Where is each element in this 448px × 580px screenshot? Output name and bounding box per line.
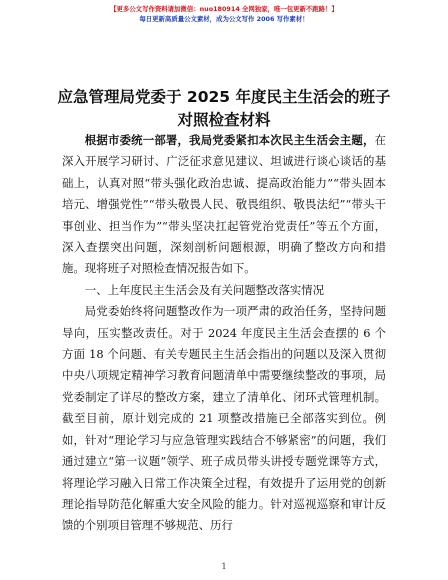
promo-banner-line1: 【更多公文写作资料请加微信：nuo180914 全网独家，唯一包更新不跑路！】	[110, 5, 338, 13]
intro-lead: 根据市委统一部署，我局党委紧扣本次民主生活会主题，	[84, 133, 375, 147]
intro-paragraph	[62, 130, 386, 280]
body-paragraph: 局党委始终将问题整改作为一项严肃的政治任务，坚持问题导向，压实整改责任。对于 2024 年度民主生活会查摆的 6 个方面 18 个问题、有关专题民主生活会指出的问题以及深入贯彻中央八项规定精神学习教育问题清单中需要继续整改的事项，局党委制定了详尽的整改方案，建立了清单化、闭环式管理机制。截至目前，原计划完成的 21 项整改措施已全部落实到位。例如，针对“理论学习与应急管理实践结合不够紧密”的问题，我们通过建立“第一议题”领学、班子成员带头讲授专题党课等方式，将理论学习融入日常工作决策全过程，有效提升了运用党的创新理论指导防范化解重大安全风险的能力。针对巡视巡察和审计反馈的个别项目管理不够规范、历行	[62, 304, 386, 533]
section-heading: 一、上年度民主生活会及有关问题整改落实情况	[84, 282, 325, 297]
document-title: 应急管理局党委于 2025 年度民主生活会的班子对照检查材料	[57, 88, 391, 129]
promo-banner-line2: 每日更新高质量公文素材，成为公文写作 2006 写作素材！	[139, 15, 309, 23]
page-number: 1	[221, 562, 227, 571]
intro-rest: 在深入开展学习研讨、广泛征求意见建议、坦诚进行谈心谈话的基础上，认真对照“带头强化政治忠诚、提高政治能力”“带头固本培元、增强党性”“带头敬畏人民、敬畏组织、敬畏法纪”“带头干事创业、担当作为”“带头坚决扛起管党治党责任”等五个方面，深入查摆突出问题，深刻剖析问题根源，明确了整改方向和措施。现将班子对照检查情况报告如下。	[62, 133, 386, 276]
promo-banner	[0, 4, 448, 24]
document-body	[62, 130, 386, 537]
